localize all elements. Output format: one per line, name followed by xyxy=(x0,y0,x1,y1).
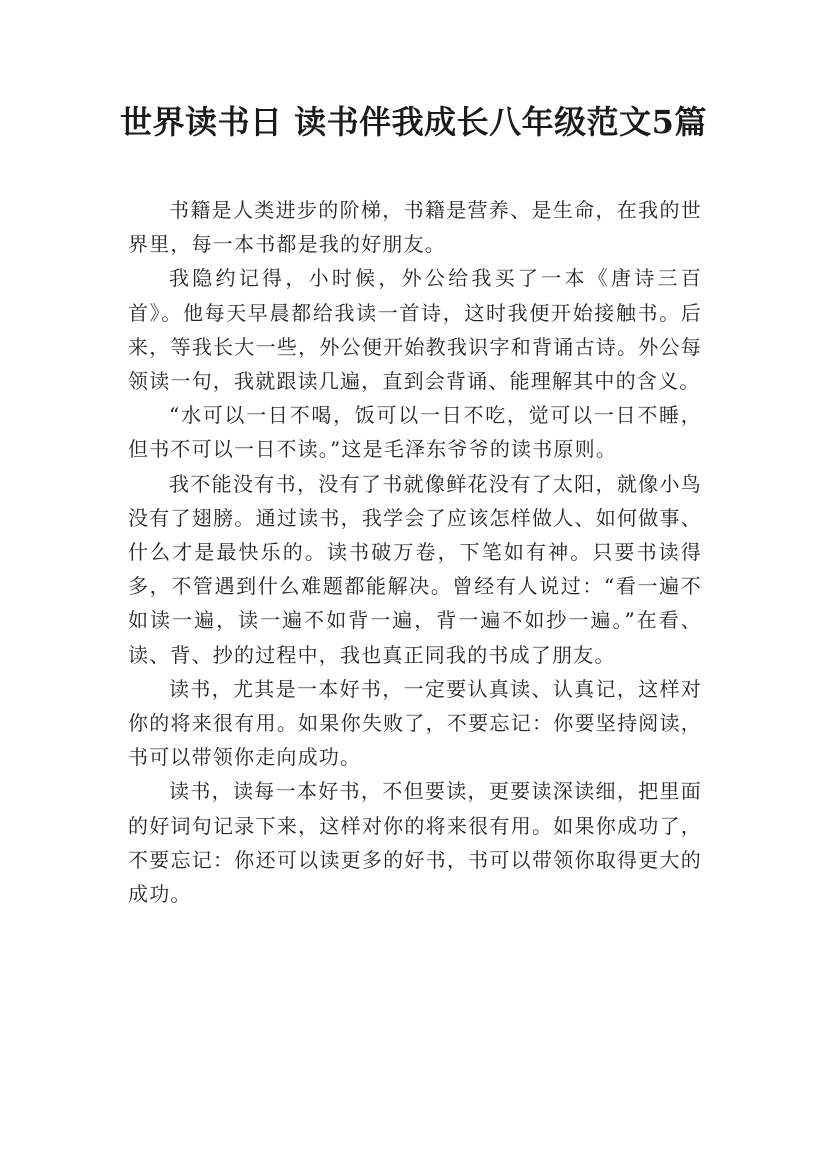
paragraph-6: 读书，读每一本好书，不但要读，更要读深读细，把里面的好词句记录下来，这样对你的将来很有用。如果你成功了，不要忘记：你还可以读更多的好书，书可以带领你取得更大的成功。 xyxy=(128,779,702,907)
paragraph-5: 读书，尤其是一本好书，一定要认真读、认真记，这样对你的将来很有用。如果你失败了，不要忘记：你要坚持阅读，书可以带领你走向成功。 xyxy=(128,676,702,770)
paragraph-1: 书籍是人类进步的阶梯，书籍是营养、是生命，在我的世界里，每一本书都是我的好朋友。 xyxy=(128,198,702,257)
paragraph-3: “水可以一日不喝，饭可以一日不吃，觉可以一日不睡，但书不可以一日不读。”这是毛泽东爷爷的读书原则。 xyxy=(128,403,702,462)
document-body xyxy=(128,193,702,911)
document-title: 世界读书日 读书伴我成长八年级范文5篇 xyxy=(120,103,707,141)
paragraph-4: 我不能没有书，没有了书就像鲜花没有了太阳，就像小鸟没有了翅膀。通过读书，我学会了应该怎样做人、如何做事、什么才是最快乐的。读书破万卷，下笔如有神。只要书读得多，不管遇到什么难题都能解决。曾经有人说过：“看一遍不如读一遍，读一遍不如背一遍，背一遍不如抄一遍。”在看、读、背、抄的过程中，我也真正同我的书成了朋友。 xyxy=(128,471,702,667)
paragraph-2: 我隐约记得，小时候，外公给我买了一本《唐诗三百首》。他每天早晨都给我读一首诗，这时我便开始接触书。后来，等我长大一些，外公便开始教我识字和背诵古诗。外公每领读一句，我就跟读几遍，直到会背诵、能理解其中的含义。 xyxy=(128,266,702,394)
